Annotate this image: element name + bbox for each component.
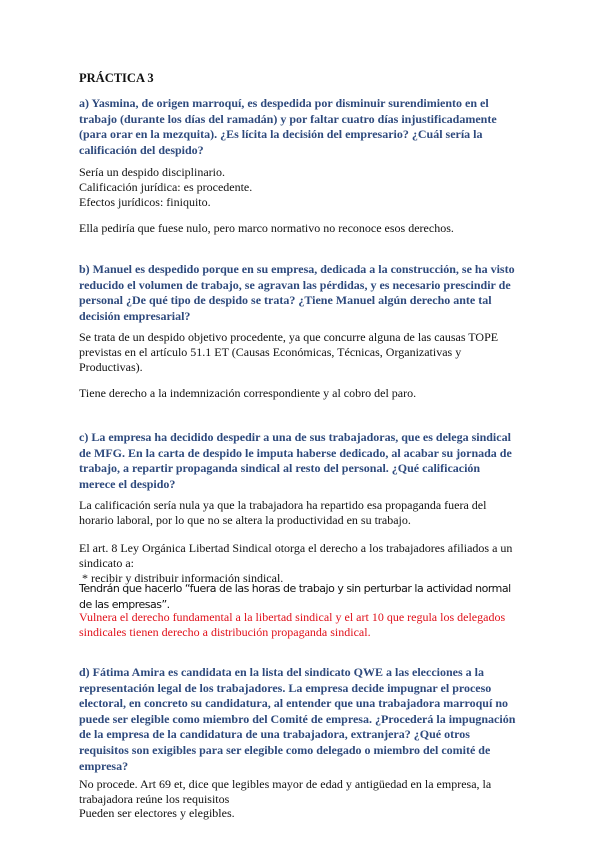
note-b: Tiene derecho a la indemnización correspondiente y al cobro del paro. [79,386,417,400]
answer-a-line-1: Sería un despido disciplinario. [79,165,225,179]
law-c [79,541,519,587]
page-title: PRÁCTICA 3 [79,71,154,85]
note-a: Ella pediría que fuese nulo, pero marco normativo no reconoce esos derechos. [79,221,454,235]
answer-c: La calificación sería nula ya que la trabajadora ha repartido esa propaganda fuera del horario laboral, por lo que no se altera la productividad en su trabajo. [79,498,487,528]
answer-b: Se trata de un despido objetivo procedente, ya que concurre alguna de las causas TOPE previstas en el artículo 51.1 ET (Causas Económicas, Técnicas, Organizativas y Productivas). [79,330,499,375]
note-d: Pueden ser electores y elegibles. [79,806,235,820]
answer-d: No procede. Art 69 et, dice que legibles mayor de edad y antigüedad en la empresa, la trabajadora reúne los requisitos [79,777,492,807]
answer-a-line-3: Efectos jurídicos: finiquito. [79,195,211,210]
handwritten-note: Tendrán que hacerlo “fuera de las horas de trabajo y sin perturbar la actividad normal de las empresas”. [79,582,511,611]
law-intro: El art. 8 Ley Orgánica Libertad Sindical otorga el derecho a los trabajadores afiliados a un sindicato a: [79,541,513,571]
question-b: b) Manuel es despedido porque en su empresa, dedicada a la construcción, se ha visto reducido el volumen de trabajo, se agravan las pérdidas, y es necesario prescindir de personal ¿De qué tipo de despido se trata? ¿Tiene Manuel algún derecho ante tal decisión empresarial? [79,262,515,323]
question-c: c) La empresa ha decidido despedir a una de sus trabajadoras, que es delega sindical de MFG. En la carta de despido le imputa haberse dedicado, al acabar su jornada de trabajo, a repartir propaganda sindical al resto del personal. ¿Qué calificación merece el despido? [79,430,512,491]
question-d: d) Fátima Amira es candidata en la lista del sindicato QWE a las elecciones a la representación legal de los trabajadores. La empresa decide impugnar el proceso electoral, en concreto su candidatura, al entender que una trabajadora marroquí no puede ser elegible como miembro del Comité de empresa. ¿Procederá la impugnación de la empresa de la candidatura de una trabajadora, extranjera? ¿Qué otros requisitos son exigibles para ser elegible como delegado o miembro del comité de empresa? [79,665,516,773]
red-note-c: Vulnera el derecho fundamental a la libertad sindical y el art 10 que regula los delegados sindicales tienen derecho a distribución propaganda sindical. [79,610,506,640]
answer-a-line-2: Calificación jurídica: es procedente. [79,180,253,195]
answer-a [79,165,519,211]
question-a: a) Yasmina, de origen marroquí, es despedida por disminuir surendimiento en el trabajo (durante los días del ramadán) y por faltar cuatro días injustificadamente (para orar en la mezquita). ¿Es lícita la decisión del empresario? ¿Cuál sería la calificación del despido? [79,96,497,157]
law-item: * recibir y distribuir información sindical. [79,571,284,586]
